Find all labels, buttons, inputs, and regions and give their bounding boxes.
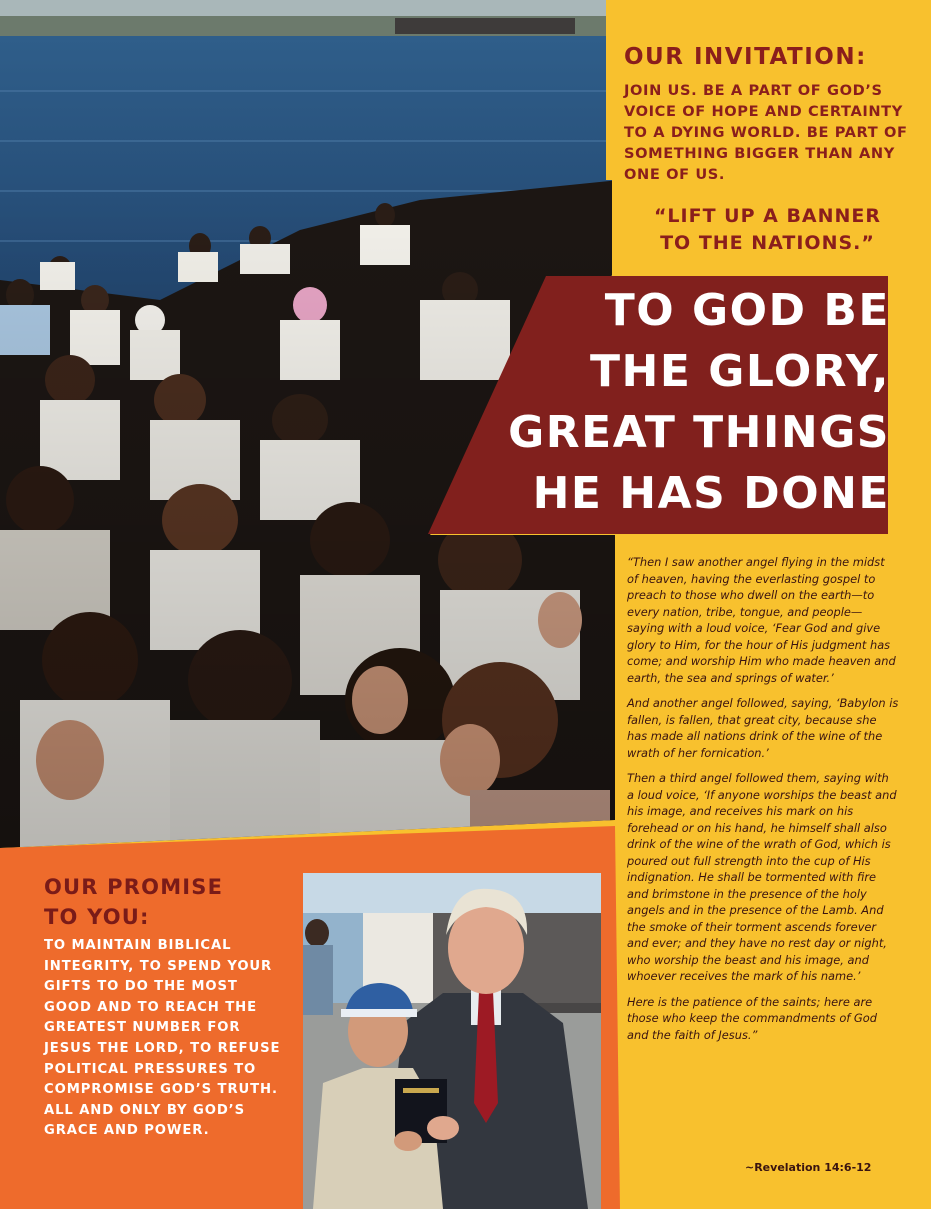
headline-line: GREAT THINGS	[508, 407, 890, 458]
invitation-quote	[640, 203, 895, 257]
scripture-paragraph: And another angel followed, saying, ‘Babylon is fallen, is fallen, that great city, because she has made all nations drink of the wine of the wrath of her fornication.’	[627, 696, 899, 760]
scripture-passage	[627, 554, 899, 1174]
headline-line: TO GOD BE	[604, 285, 890, 336]
scripture-paragraph: “Then I saw another angel flying in the midst of heaven, having the everlasting gospel to preach to those who dwell on the earth—to every nation, tribe, tongue, and people— saying with a loud voice, ‘Fear God and give glory to Him, for the hour of His judgment has come; and worship Him who made heaven and earth, the sea and springs of water.’	[627, 555, 896, 685]
promise-title-line1: OUR PROMISE	[44, 875, 224, 899]
inset-photo	[303, 873, 601, 1209]
promise-body: TO MAINTAIN BIBLICAL INTEGRITY, TO SPEND YOUR GIFTS TO DO THE MOST GOOD AND TO REACH THE GREATEST NUMBER FOR JESUS THE LORD, TO REFUSE POLITICAL PRESSURES TO COMPROMISE GOD’S TRUTH. ALL AND ONLY BY GOD’S GRACE AND POWER.	[44, 938, 281, 1139]
invitation-body: JOIN US. BE A PART OF GOD’S VOICE OF HOPE AND CERTAINTY TO A DYING WORLD. BE PART OF SOMETHING BIGGER THAN ANY ONE OF US.	[624, 82, 908, 183]
scripture-citation: ~Revelation 14:6-12	[745, 1161, 872, 1174]
headline-line: HE HAS DONE	[532, 468, 890, 519]
scripture-paragraph: Here is the patience of the saints; here are those who keep the commandments of God and the faith of Jesus.”	[627, 994, 877, 1042]
invitation-quote-line1: “LIFT UP A BANNER	[653, 205, 882, 227]
invitation-title: OUR INVITATION:	[624, 44, 867, 70]
scripture-paragraph: Then a third angel followed them, saying with a loud voice, ‘If anyone worships the beast and his image, and receives his mark on his forehead or on his hand, he himself shall also drink of the wine of the wrath of God, which is poured out full strength into the cup of His indignation. He shall be tormented with fire and brimstone in the presence of the holy angels and in the presence of the Lamb. And the smoke of their torment ascends forever and ever; and they have no rest day or night, who worship the beast and his image, and whoever receives the mark of his name.’	[627, 771, 897, 983]
promise-title-line2: TO YOU:	[44, 905, 150, 929]
headline-line: THE GLORY,	[590, 346, 890, 397]
invitation-quote-line2: TO THE NATIONS.”	[660, 232, 875, 254]
